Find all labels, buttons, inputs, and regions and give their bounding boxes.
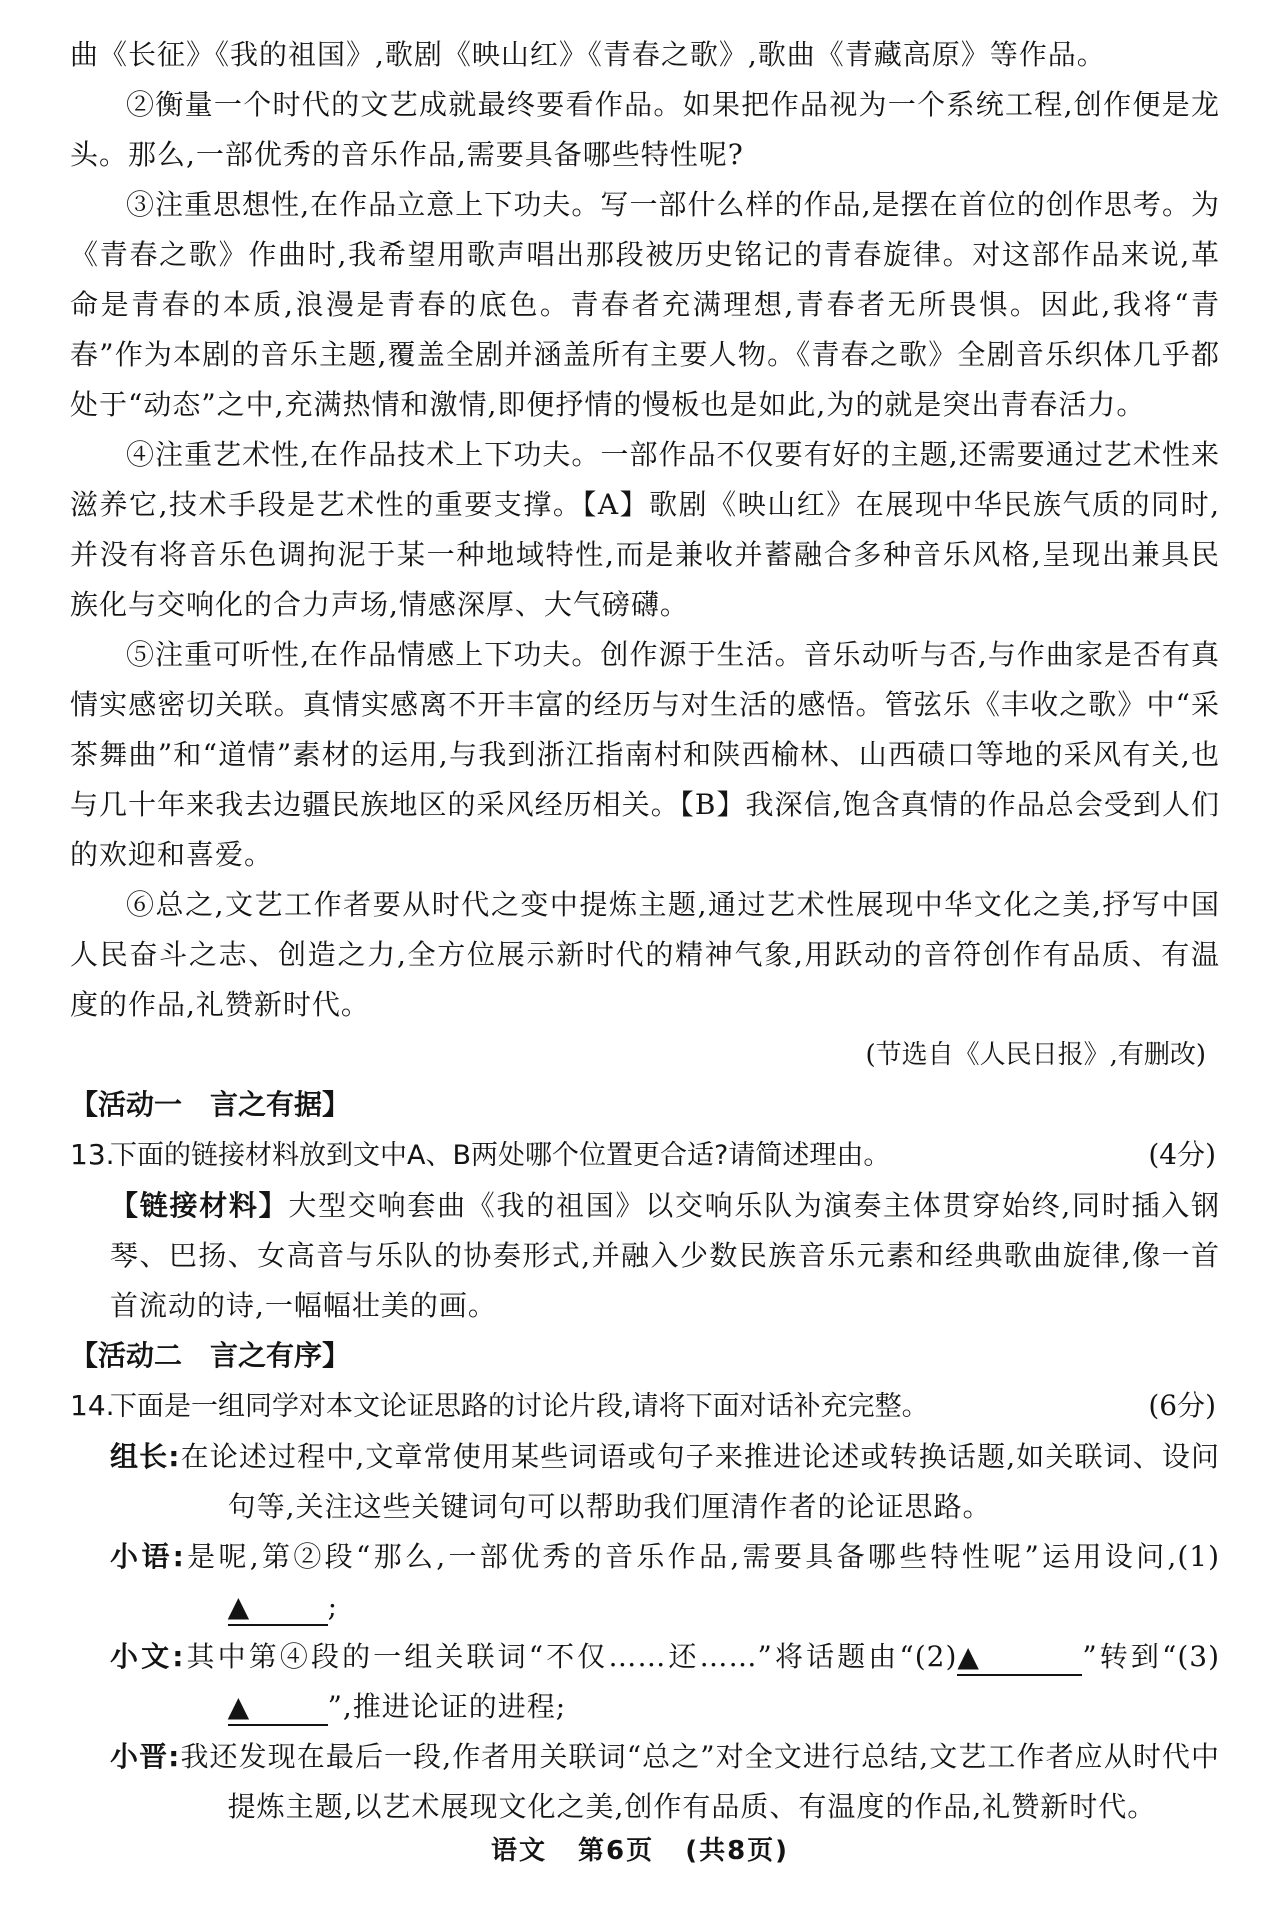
answer-blank-2[interactable] <box>957 1640 1082 1676</box>
activity-2-title: 【活动二 言之有序】 <box>70 1339 351 1372</box>
blank-1-number: (1) <box>1177 1540 1220 1573</box>
paragraph-6: ⑥总之,文艺工作者要从时代之变中提炼主题,通过艺术性展现中华文化之美,抒写中国人民奋斗之志、创造之力,全方位展示新时代的精神气象,用跃动的音符创作有品质、有温度的作品,礼赞新时代。 <box>70 888 1220 1021</box>
linked-material <box>110 1181 1220 1331</box>
paragraph-0: 曲《长征》《我的祖国》,歌剧《映山红》《青春之歌》,歌曲《青藏高原》等作品。 <box>70 38 1106 71</box>
speaker-zuzhang: 组长: <box>110 1440 181 1473</box>
answer-blank-1[interactable] <box>228 1590 328 1626</box>
paragraph-2: ②衡量一个时代的文艺成就最终要看作品。如果把作品视为一个系统工程,创作便是龙头。那么,一部优秀的音乐作品,需要具备哪些特性呢? <box>70 88 1220 171</box>
question-13 <box>70 1130 1220 1181</box>
source-note: (节选自《人民日报》,有删改) <box>865 1040 1206 1070</box>
answer-blank-3[interactable] <box>228 1690 328 1726</box>
question-13-number: 13. <box>70 1138 115 1171</box>
footer-subject: 语文 <box>490 1836 547 1866</box>
paragraph-3: ③注重思想性,在作品立意上下功夫。写一部什么样的作品,是摆在首位的创作思考。为《青春之歌》作曲时,我希望用歌声唱出那段被历史铭记的青春旋律。对这部作品来说,革命是青春的本质,浪漫是青春的底色。青春者充满理想,青春者无所畏惧。因此,我将“青春”作为本剧的音乐主题,覆盖全剧并涵盖所有主要人物。《青春之歌》全剧音乐织体几乎都处于“动态”之中,充满热情和激情,即便抒情的慢板也是如此,为的就是突出青春活力。 <box>70 188 1220 421</box>
dialog-zuzhang-text: 在论述过程中,文章常使用某些词语或句子来推进论述或转换话题,如关联词、设问句等,关注这些关键词句可以帮助我们厘清作者的论证思路。 <box>180 1440 1220 1523</box>
speaker-xiaowen: 小文: <box>110 1640 185 1673</box>
question-14-score: (6分) <box>1148 1389 1216 1422</box>
activity-1-title: 【活动一 言之有据】 <box>70 1088 351 1121</box>
dialog-xiaoyu <box>110 1532 1220 1632</box>
question-13-text: 下面的链接材料放到文中A、B两处哪个位置更合适?请简述理由。 <box>110 1140 891 1171</box>
triangle-icon: ▲ <box>957 1640 980 1673</box>
dialog-xiaojin-text: 我还发现在最后一段,作者用关联词“总之”对全文进行总结,文艺工作者应从时代中提炼主题,以艺术展现文化之美,创作有品质、有温度的作品,礼赞新时代。 <box>180 1740 1221 1823</box>
linked-material-tag: 【链接材料】 <box>110 1189 289 1222</box>
dialog-xiaowen <box>110 1632 1220 1732</box>
speaker-xiaojin: 小晋: <box>110 1740 181 1773</box>
dialog-zuzhang <box>110 1432 1220 1532</box>
dialog-xiaoyu-text: 是呢,第②段“那么,一部优秀的音乐作品,需要具备哪些特性呢”运用设问, <box>184 1540 1178 1573</box>
question-14-number: 14. <box>70 1389 115 1422</box>
speaker-xiaoyu: 小语: <box>110 1540 185 1573</box>
triangle-icon: ▲ <box>227 1690 251 1723</box>
dialog-xiaowen-text-3: ”,推进论证的进程; <box>327 1690 567 1723</box>
page-footer <box>0 1830 1280 1867</box>
question-14 <box>70 1381 1220 1432</box>
paragraph-5: ⑤注重可听性,在作品情感上下功夫。创作源于生活。音乐动听与否,与作曲家是否有真情实感密切关联。真情实感离不开丰富的经历与对生活的感悟。管弦乐《丰收之歌》中“采茶舞曲”和“道情”素材的运用,与我到浙江指南村和陕西榆林、山西碛口等地的采风有关,也与几十年来我去边疆民族地区的采风经历相关。【B】我深信,饱含真情的作品总会受到人们的欢迎和喜爱。 <box>70 638 1220 871</box>
dialog-xiaojin <box>110 1732 1220 1832</box>
dialog-xiaowen-text-2: ”转到“(3) <box>1082 1640 1221 1673</box>
triangle-icon: ▲ <box>227 1590 251 1623</box>
dialog-xiaoyu-end: ; <box>327 1590 339 1623</box>
question-14-text: 下面是一组同学对本文论证思路的讨论片段,请将下面对话补充完整。 <box>110 1391 929 1422</box>
footer-page-number: 第6页 <box>578 1836 655 1866</box>
question-13-score: (4分) <box>1148 1138 1216 1171</box>
paragraph-4: ④注重艺术性,在作品技术上下功夫。一部作品不仅要有好的主题,还需要通过艺术性来滋养它,技术手段是艺术性的重要支撑。【A】歌剧《映山红》在展现中华民族气质的同时,并没有将音乐色调拘泥于某一种地域特性,而是兼收并蓄融合多种音乐风格,呈现出兼具民族化与交响化的合力声场,情感深厚、大气磅礴。 <box>70 438 1220 621</box>
page-content <box>70 30 1220 1832</box>
linked-material-text: 大型交响套曲《我的祖国》以交响乐队为演奏主体贯穿始终,同时插入钢琴、巴扬、女高音与乐队的协奏形式,并融入少数民族音乐元素和经典歌曲旋律,像一首首流动的诗,一幅幅壮美的画。 <box>110 1189 1220 1322</box>
footer-total-pages: (共8页) <box>685 1836 790 1866</box>
dialog-xiaowen-text-1: 其中第④段的一组关联词“不仅……还……”将话题由“(2) <box>184 1640 958 1673</box>
